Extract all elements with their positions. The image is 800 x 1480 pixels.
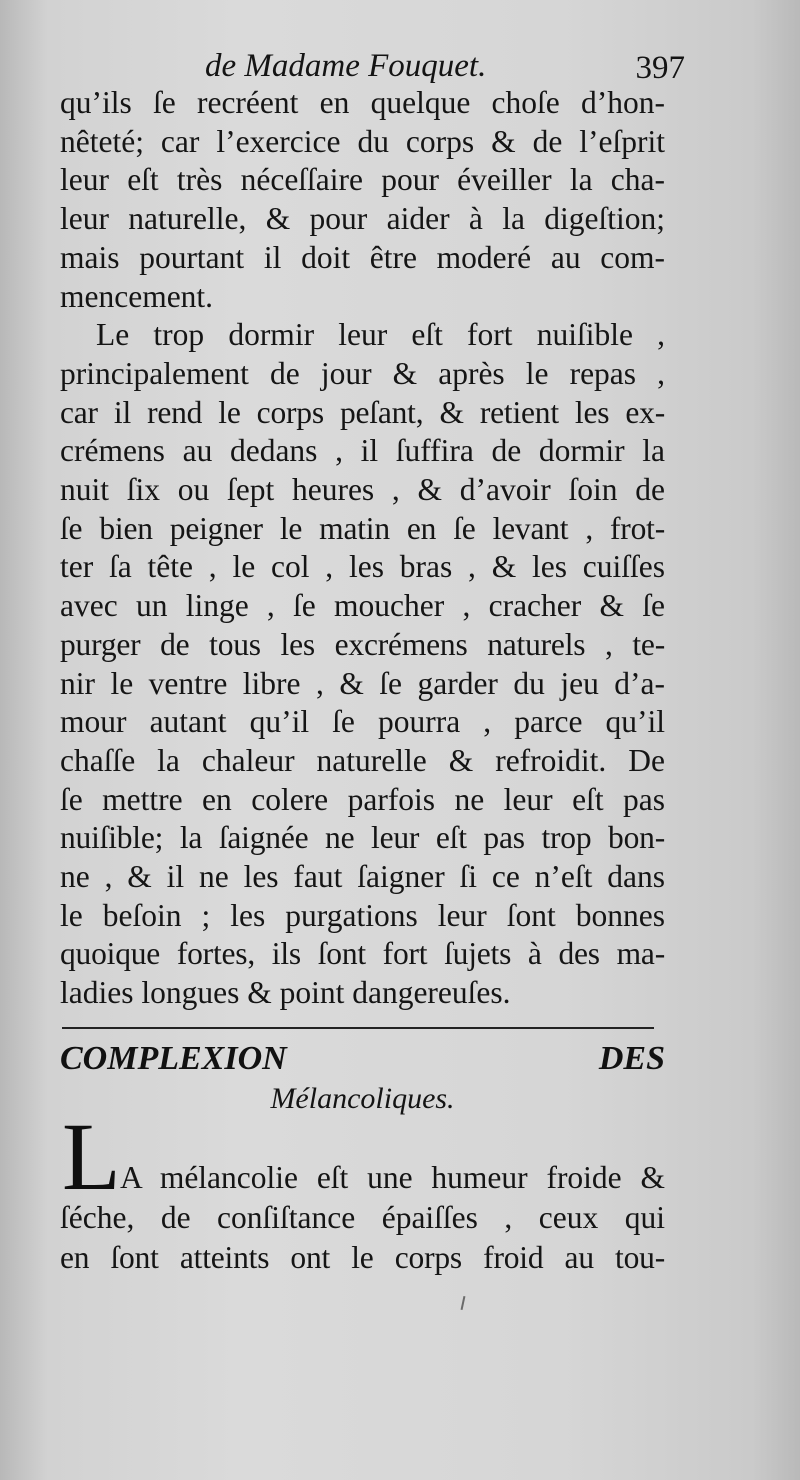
text-line: en ſont atteints ont le corps froid au tou- <box>60 1240 665 1275</box>
text-line: purger de tous les excrémens naturels , te- <box>60 626 665 662</box>
running-title: de Madame Fouquet. <box>205 48 487 84</box>
text-line: principalement de jour & après le repas , <box>60 355 665 391</box>
text-line: chaſſe la chaleur naturelle & refroidit. De <box>60 742 665 778</box>
text-line: ter ſa tête , le col , les bras , & les cuiſſes <box>60 549 665 585</box>
text-line: ſéche, de conſiſtance épaiſſes , ceux qui <box>60 1200 665 1235</box>
text-line: leur eſt très néceſſaire pour éveiller la cha- <box>60 162 665 198</box>
text-line: quoique fortes, ils ſont fort ſujets à des ma- <box>60 936 665 972</box>
text-line: mais pourtant il doit être moderé au com- <box>60 239 665 275</box>
page-number: 397 <box>635 50 685 86</box>
section-title: COMPLEXION DES <box>60 1040 665 1077</box>
text-line: avec un linge , ſe moucher , cracher & ſe <box>60 588 665 624</box>
final-paragraph <box>60 1158 665 1278</box>
text-line: leur naturelle, & pour aider à la digeſtion; <box>60 201 665 237</box>
text-line: car il rend le corps peſant, & retient les ex- <box>60 394 665 430</box>
text-line: ne , & il ne les faut ſaigner ſi ce n’eſt dans <box>60 859 665 895</box>
text-line: qu’ils ſe recréent en quelque choſe d’hon- <box>60 85 665 120</box>
text-line: nir le ventre libre , & ſe garder du jeu d’a- <box>60 665 665 701</box>
text-line: nêteté; car l’exercice du corps & de l’eſprit <box>60 123 665 159</box>
body-text <box>60 84 665 1013</box>
text-line: crémens au dedans , il ſuffira de dormir la <box>60 433 665 469</box>
section-subtitle: Mélancoliques. <box>270 1082 455 1115</box>
text-line: ſe bien peigner le matin en ſe levant , frot- <box>60 510 665 546</box>
text-line: le beſoin ; les purgations leur ſont bonnes <box>60 897 665 933</box>
ink-mark <box>461 1296 466 1310</box>
text-line: nuit ſix ou ſept heures , & d’avoir ſoin de <box>60 472 665 508</box>
section-rule <box>62 1027 654 1029</box>
text-line: ſe mettre en colere parfois ne leur eſt pas <box>60 781 665 817</box>
text-line: mour autant qu’il ſe pourra , parce qu’il <box>60 704 665 740</box>
text-line: mencement. <box>60 278 214 314</box>
text-line: A mélancolie eſt une humeur froide & <box>120 1160 665 1195</box>
text-line: Le trop dormir leur eſt fort nuiſible , <box>96 317 665 353</box>
drop-cap: L <box>62 1103 121 1210</box>
text-line: ladies longues & point dangereuſes. <box>60 975 511 1011</box>
text-line: nuiſible; la ſaignée ne leur eſt pas trop bon- <box>60 820 665 856</box>
